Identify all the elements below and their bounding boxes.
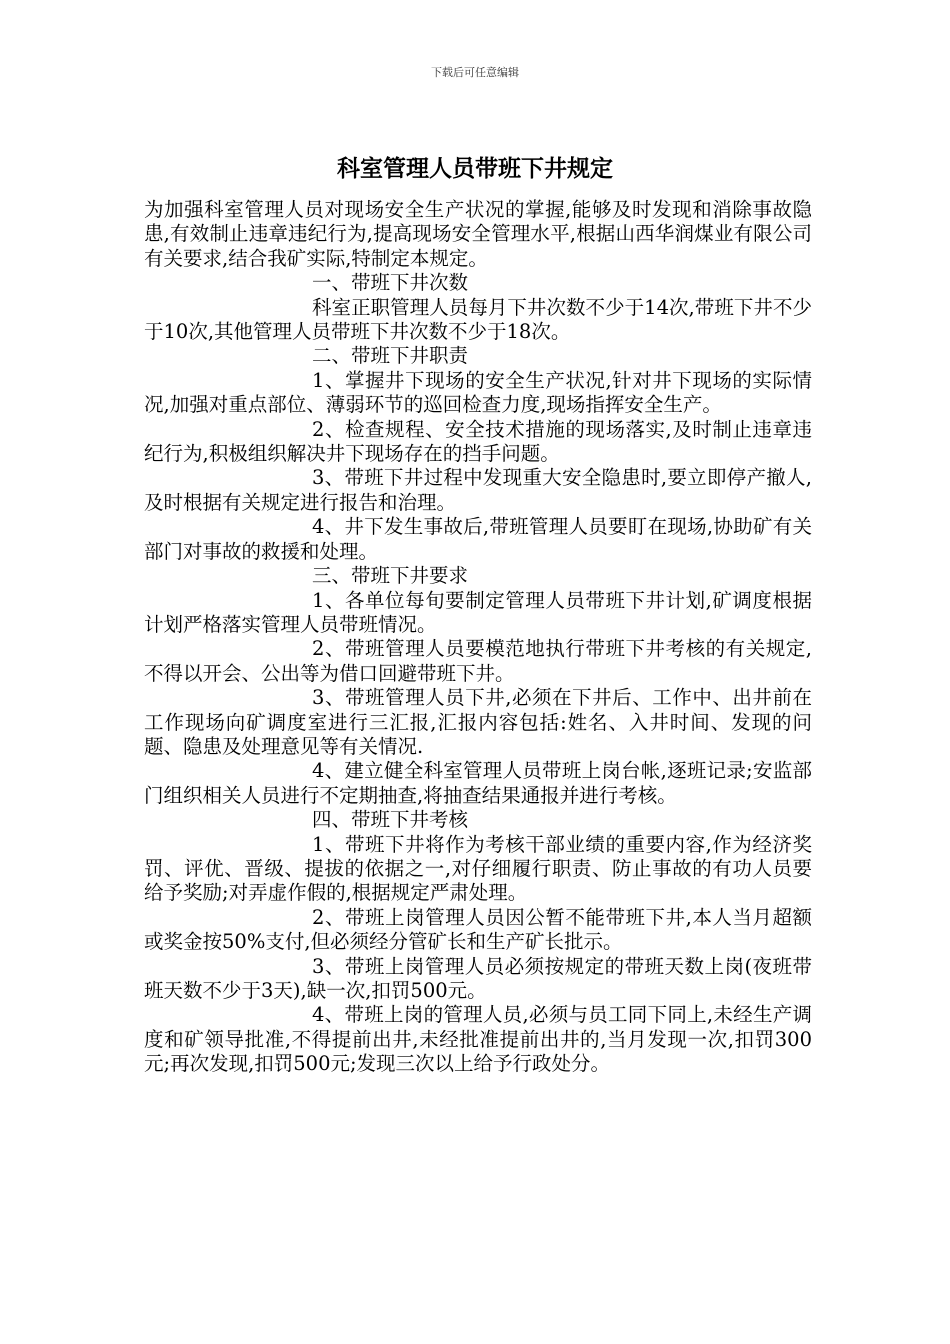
- section-heading: 二、带班下井职责: [312, 344, 469, 368]
- section-paragraph: 1、带班下井将作为考核干部业绩的重要内容,作为经济奖罚、评优、晋级、提拔的依据之一,对仔细履行职责、防止事故的有功人员要给予奖励;对弄虚作假的,根据规定严肃处理。: [144, 832, 812, 905]
- section-heading: 四、带班下井考核: [312, 808, 469, 832]
- section-paragraph: 3、带班下井过程中发现重大安全隐患时,要立即停产撤人,及时根据有关规定进行报告和治理。: [144, 466, 812, 514]
- header-note: 下载后可任意编辑: [431, 66, 519, 79]
- intro-paragraph: 为加强科室管理人员对现场安全生产状况的掌握,能够及时发现和消除事故隐患,有效制止违章违纪行为,提高现场安全管理水平,根据山西华润煤业有限公司有关要求,结合我矿实际,特制定本规定。: [144, 198, 812, 270]
- section-paragraph: 4、带班上岗的管理人员,必须与员工同下同上,未经生产调度和矿领导批准,不得提前出井,未经批准提前出井的,当月发现一次,扣罚300元;再次发现,扣罚500元;发现三次以上给予行政处分。: [144, 1003, 812, 1076]
- section-paragraph: 科室正职管理人员每月下井次数不少于14次,带班下井不少于10次,其他管理人员带班下井次数不少于18次。: [144, 295, 812, 344]
- section-paragraph: 2、检查规程、安全技术措施的现场落实,及时制止违章违纪行为,积极组织解决井下现场存在的挡手问题。: [144, 417, 812, 466]
- section-paragraph: 3、带班管理人员下井,必须在下井后、工作中、出井前在工作现场向矿调度室进行三汇报,汇报内容包括:姓名、入井时间、发现的问题、隐患及处理意见等有关情况.: [144, 686, 812, 758]
- section-heading: 一、带班下井次数: [312, 271, 469, 295]
- section-paragraph: 2、带班管理人员要模范地执行带班下井考核的有关规定,不得以开会、公出等为借口回避带班下井。: [144, 637, 812, 685]
- section-paragraph: 1、掌握井下现场的安全生产状况,针对井下现场的实际情况,加强对重点部位、薄弱环节的巡回检查力度,现场指挥安全生产。: [144, 368, 812, 417]
- section-paragraph: 4、井下发生事故后,带班管理人员要盯在现场,协助矿有关部门对事故的救援和处理。: [144, 515, 812, 563]
- section-paragraph: 2、带班上岗管理人员因公暂不能带班下井,本人当月超额或奖金按50%支付,但必须经分管矿长和生产矿长批示。: [144, 905, 812, 954]
- section-paragraph: 4、建立健全科室管理人员带班上岗台帐,逐班记录;安监部门组织相关人员进行不定期抽查,将抽查结果通报并进行考核。: [144, 759, 812, 807]
- document-body: [144, 198, 812, 1077]
- document-title: 科室管理人员带班下井规定: [337, 155, 613, 182]
- section-heading: 三、带班下井要求: [312, 564, 469, 588]
- section-paragraph: 1、各单位每旬要制定管理人员带班下井计划,矿调度根据计划严格落实管理人员带班情况。: [144, 588, 812, 636]
- section-paragraph: 3、带班上岗管理人员必须按规定的带班天数上岗(夜班带班天数不少于3天),缺一次,扣罚500元。: [144, 954, 812, 1002]
